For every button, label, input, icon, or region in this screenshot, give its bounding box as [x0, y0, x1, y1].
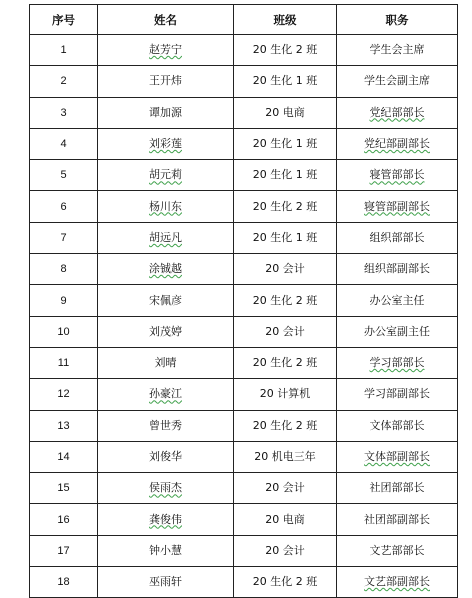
class-cell-text: 20 生化 1 班 [252, 74, 318, 88]
table-row [30, 222, 458, 253]
name-cell-text: 刘茂婷 [149, 324, 182, 338]
name-cell-text: 曾世秀 [149, 418, 182, 432]
number-cell [30, 35, 98, 66]
number-cell [30, 128, 98, 159]
position-cell [337, 160, 458, 191]
name-cell-text: 刘晴 [154, 356, 177, 370]
number-cell [30, 379, 98, 410]
name-cell [98, 347, 234, 378]
position-cell-text: 学习部部长 [369, 356, 425, 370]
name-cell-text: 涂铖越 [149, 262, 182, 276]
class-cell [234, 347, 337, 378]
position-cell [337, 347, 458, 378]
number-cell-text: 16 [57, 513, 70, 526]
table-row [30, 285, 458, 316]
position-cell [337, 441, 458, 472]
table-row [30, 254, 458, 285]
name-cell [98, 379, 234, 410]
number-cell-text: 7 [60, 231, 67, 244]
class-cell-text: 20 电商 [265, 512, 305, 526]
class-cell [234, 441, 337, 472]
class-cell [234, 379, 337, 410]
name-cell [98, 191, 234, 222]
name-cell-text: 巫雨轩 [149, 575, 182, 589]
position-cell-text: 党纪部部长 [369, 105, 425, 119]
name-cell [98, 504, 234, 535]
class-cell-text: 20 生化 1 班 [252, 168, 318, 182]
name-cell-text: 杨川东 [149, 199, 182, 213]
position-cell [337, 285, 458, 316]
table-row [30, 504, 458, 535]
class-cell [234, 35, 337, 66]
number-cell [30, 316, 98, 347]
name-cell-text: 赵芳宁 [149, 43, 182, 57]
position-cell-text: 学生会主席 [369, 43, 425, 57]
class-cell [234, 128, 337, 159]
header-cell-position: 职务 [337, 5, 458, 35]
number-cell-text: 17 [57, 544, 70, 557]
name-cell-text: 钟小慧 [149, 543, 182, 557]
position-cell [337, 567, 458, 598]
table-row [30, 347, 458, 378]
class-cell [234, 473, 337, 504]
name-cell [98, 97, 234, 128]
number-cell [30, 285, 98, 316]
number-cell [30, 66, 98, 97]
class-cell [234, 567, 337, 598]
position-cell [337, 97, 458, 128]
number-cell-text: 2 [60, 75, 67, 88]
position-cell-text: 办公室主任 [369, 293, 425, 307]
position-cell-text: 文体部部长 [369, 418, 425, 432]
table-header [30, 5, 458, 35]
position-cell-text: 文艺部副部长 [364, 575, 430, 589]
table-row [30, 97, 458, 128]
class-cell [234, 97, 337, 128]
number-cell-text: 12 [57, 388, 70, 401]
number-cell-text: 3 [60, 106, 67, 119]
name-cell-text: 宋佩彦 [149, 293, 182, 307]
name-cell [98, 285, 234, 316]
name-cell-text: 龚俊伟 [149, 512, 182, 526]
name-cell-text: 侯雨杰 [149, 481, 182, 495]
position-cell [337, 66, 458, 97]
position-cell [337, 316, 458, 347]
number-cell [30, 97, 98, 128]
position-cell [337, 35, 458, 66]
table-row [30, 379, 458, 410]
number-cell [30, 410, 98, 441]
position-cell-text: 文艺部部长 [369, 543, 425, 557]
number-cell [30, 504, 98, 535]
class-cell [234, 191, 337, 222]
class-cell [234, 285, 337, 316]
number-cell-text: 1 [60, 44, 67, 57]
position-cell [337, 535, 458, 566]
position-cell-text: 寝管部副部长 [364, 199, 430, 213]
table-row [30, 191, 458, 222]
table-row [30, 410, 458, 441]
class-cell-text: 20 生化 1 班 [252, 230, 318, 244]
number-cell-text: 4 [60, 138, 67, 151]
position-cell-text: 文体部副部长 [364, 450, 430, 463]
number-cell [30, 160, 98, 191]
class-cell-text: 20 机电三年 [254, 450, 316, 463]
position-cell-text: 寝管部部长 [369, 168, 425, 182]
position-cell [337, 379, 458, 410]
number-cell-text: 13 [57, 419, 70, 432]
class-cell-text: 20 生化 2 班 [252, 293, 318, 307]
position-cell-text: 组织部副部长 [364, 262, 430, 276]
class-cell [234, 66, 337, 97]
header-cell-name: 姓名 [98, 5, 234, 35]
class-cell-text: 20 会计 [265, 324, 305, 338]
position-cell [337, 222, 458, 253]
number-cell [30, 441, 98, 472]
header-row [30, 5, 458, 35]
class-cell-text: 20 电商 [265, 105, 305, 119]
class-cell [234, 160, 337, 191]
position-cell [337, 128, 458, 159]
number-cell [30, 567, 98, 598]
name-cell [98, 160, 234, 191]
table-row [30, 128, 458, 159]
class-cell [234, 222, 337, 253]
name-cell-text: 刘彩莲 [149, 137, 182, 151]
number-cell-text: 15 [57, 482, 70, 495]
name-cell [98, 473, 234, 504]
position-cell-text: 学习部副部长 [364, 387, 430, 401]
class-cell [234, 254, 337, 285]
table-body [30, 35, 458, 598]
name-cell [98, 441, 234, 472]
name-cell-text: 谭加源 [149, 105, 182, 119]
number-cell [30, 191, 98, 222]
number-cell-text: 11 [57, 357, 70, 370]
class-cell-text: 20 会计 [265, 262, 305, 276]
class-cell-text: 20 生化 2 班 [252, 356, 318, 370]
number-cell [30, 535, 98, 566]
number-cell-text: 14 [57, 451, 70, 463]
table-row [30, 567, 458, 598]
position-cell [337, 410, 458, 441]
table-row [30, 66, 458, 97]
class-cell-text: 20 生化 2 班 [252, 418, 318, 432]
class-cell [234, 504, 337, 535]
class-cell-text: 20 会计 [265, 543, 305, 557]
number-cell-text: 9 [60, 294, 67, 307]
number-cell [30, 254, 98, 285]
number-cell [30, 347, 98, 378]
class-cell-text: 20 生化 2 班 [252, 575, 318, 589]
position-cell-text: 社团部部长 [369, 481, 425, 495]
position-cell-text: 办公室副主任 [364, 324, 430, 338]
header-cell-class: 班级 [234, 5, 337, 35]
class-cell [234, 535, 337, 566]
table-row [30, 160, 458, 191]
position-cell [337, 504, 458, 535]
class-cell-text: 20 生化 2 班 [252, 43, 318, 57]
name-cell-text: 孙豪江 [149, 387, 182, 401]
number-cell [30, 473, 98, 504]
table-row [30, 316, 458, 347]
name-cell [98, 535, 234, 566]
class-cell-text: 20 生化 2 班 [252, 199, 318, 213]
name-cell [98, 567, 234, 598]
name-cell [98, 254, 234, 285]
class-cell-text: 20 会计 [265, 481, 305, 495]
table-row [30, 35, 458, 66]
number-cell-text: 5 [60, 169, 67, 182]
name-cell [98, 128, 234, 159]
position-cell-text: 社团部副部长 [364, 512, 430, 526]
class-cell [234, 316, 337, 347]
number-cell-text: 10 [57, 325, 70, 338]
header-cell-number: 序号 [30, 5, 98, 35]
class-cell-text: 20 计算机 [259, 387, 311, 401]
name-cell [98, 410, 234, 441]
name-cell-text: 胡远凡 [149, 230, 182, 244]
number-cell-text: 8 [60, 263, 67, 276]
position-cell-text: 组织部部长 [369, 230, 425, 244]
name-cell-text: 刘俊华 [149, 450, 182, 463]
position-cell-text: 党纪部副部长 [364, 137, 430, 151]
name-cell [98, 35, 234, 66]
position-cell-text: 学生会副主席 [364, 74, 430, 88]
position-cell [337, 254, 458, 285]
position-cell [337, 191, 458, 222]
table-row [30, 441, 458, 472]
class-cell [234, 410, 337, 441]
table-row [30, 535, 458, 566]
position-cell [337, 473, 458, 504]
roster-table [29, 4, 458, 598]
number-cell [30, 222, 98, 253]
table-row [30, 473, 458, 504]
name-cell [98, 66, 234, 97]
name-cell [98, 316, 234, 347]
name-cell-text: 王开炜 [149, 74, 182, 88]
class-cell-text: 20 生化 1 班 [252, 137, 318, 151]
number-cell-text: 6 [60, 200, 67, 213]
name-cell-text: 胡元莉 [149, 168, 182, 182]
number-cell-text: 18 [57, 576, 70, 589]
name-cell [98, 222, 234, 253]
